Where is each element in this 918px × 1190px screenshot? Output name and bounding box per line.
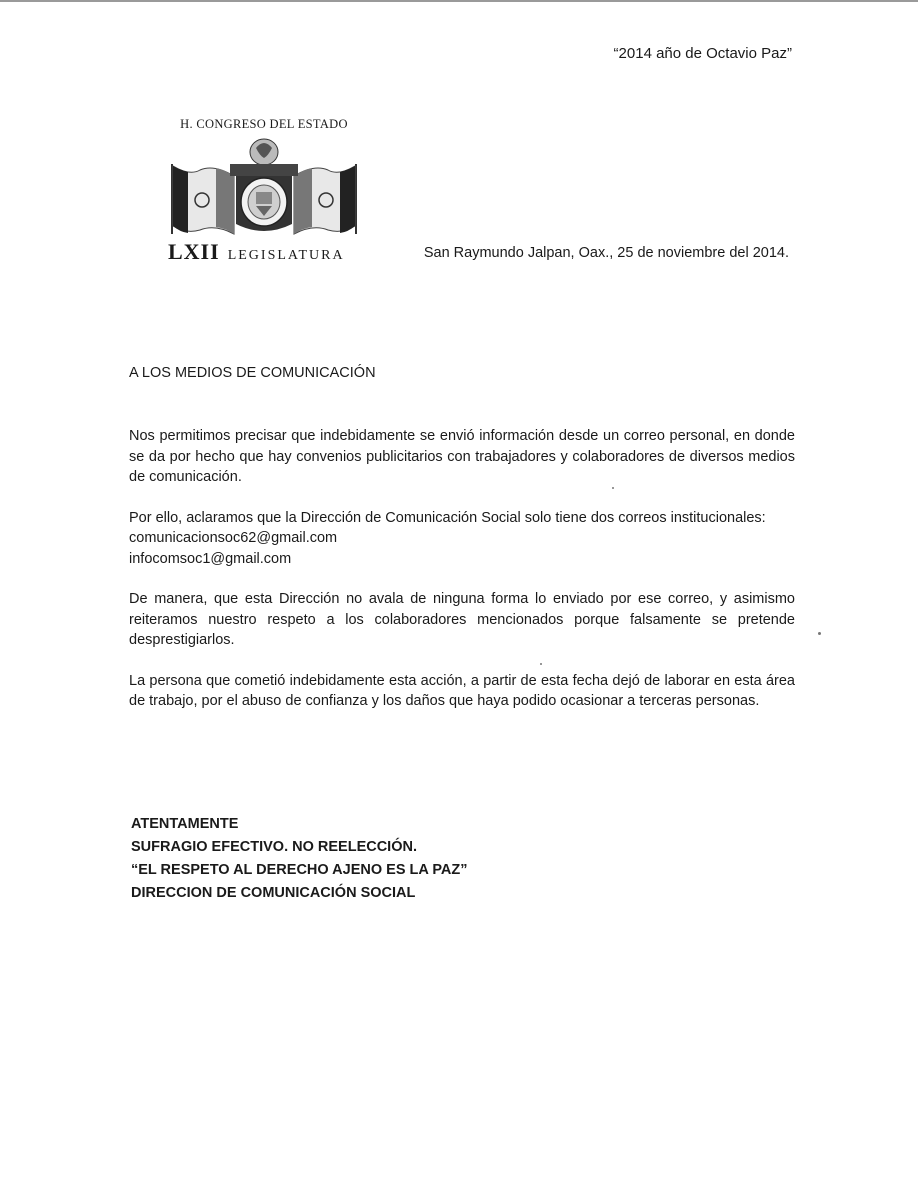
- paragraph-disavowal: De manera, que esta Dirección no avala de ninguna forma lo enviado por ese correo, y asimismo reiteramos nuestro respeto a los colaboradores mencionados porque falsamente se pretende desprestigiarlos.: [129, 591, 795, 648]
- official-emails-intro: Por ello, aclaramos que la Dirección de Comunicación Social solo tiene dos correos institucionales:: [129, 509, 766, 526]
- legislature-number: LXII: [168, 239, 220, 264]
- coat-of-arms-with-flags-icon: [170, 134, 358, 236]
- scan-speck: [540, 663, 542, 665]
- letterhead: [168, 117, 360, 265]
- closing-slogan: SUFRAGIO EFECTIVO. NO REELECCIÓN.: [131, 839, 417, 855]
- closing-quote: “EL RESPETO AL DERECHO AJENO ES LA PAZ”: [131, 862, 468, 878]
- letterhead-congress-title: H. CONGRESO DEL ESTADO: [180, 117, 348, 131]
- paragraph-dismissal: La persona que cometió indebidamente esta acción, a partir de esta fecha dejó de laborar en esta área de trabajo, por el abuso de confianza y los daños que haya podido ocasionar a terceras personas.: [129, 672, 795, 709]
- closing-regards: ATENTAMENTE: [131, 816, 239, 832]
- recipient-line: A LOS MEDIOS DE COMUNICACIÓN: [129, 365, 376, 381]
- paragraph-clarification: Nos permitimos precisar que indebidamente se envió información desde un correo personal, en donde se da por hecho que hay convenios publicitarios con trabajadores y colaboradores de diversos medios de comunicación.: [129, 428, 795, 485]
- email-address: infocomsoc1@gmail.com: [129, 550, 292, 567]
- top-border-line: [0, 0, 918, 2]
- closing-office: DIRECCION DE COMUNICACIÓN SOCIAL: [131, 885, 416, 901]
- paragraph-official-emails: [129, 508, 795, 570]
- signature-block: [131, 813, 468, 905]
- legislature-word: LEGISLATURA: [227, 248, 345, 263]
- year-motto: “2014 año de Octavio Paz”: [613, 45, 792, 62]
- letter-body: [129, 426, 795, 732]
- place-and-date: San Raymundo Jalpan, Oax., 25 de noviembre del 2014.: [423, 245, 789, 261]
- scan-speck: [818, 632, 821, 635]
- scan-speck: [612, 487, 614, 489]
- email-address: comunicacionsoc62@gmail.com: [129, 530, 338, 546]
